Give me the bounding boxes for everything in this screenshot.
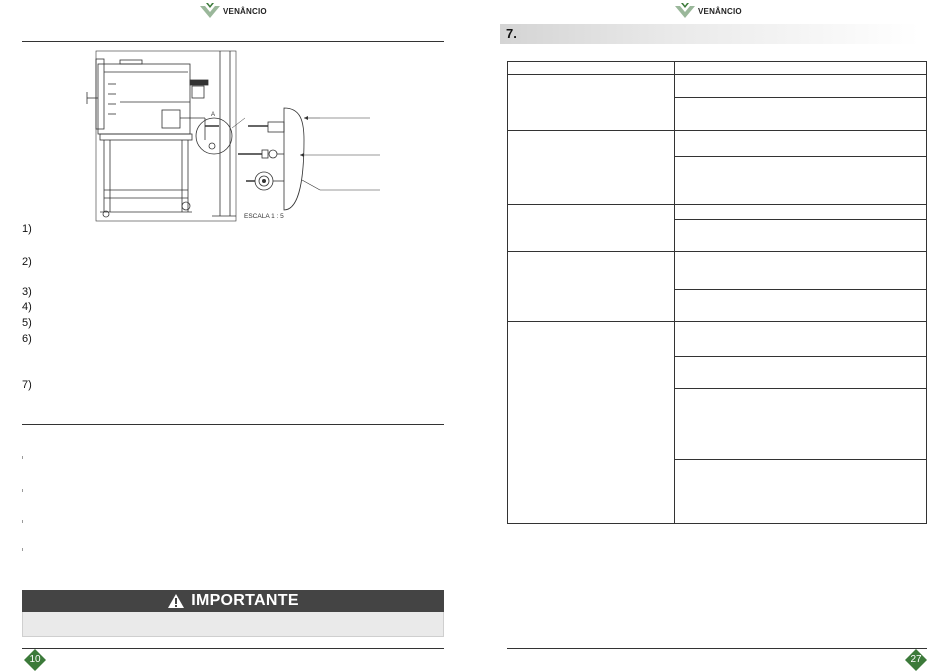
brand-name: VENÂNCIO [698,6,742,16]
table-row [508,75,927,98]
page-number-badge [905,649,927,671]
brand-name: VENÂNCIO [223,6,267,16]
footer-divider [22,648,444,649]
table-header-row [508,62,927,75]
solution-cell [675,460,927,524]
installation-drawing [0,0,475,232]
section-header-bar [500,24,919,44]
important-title: IMPORTANTE [191,592,299,609]
solution-cell [675,131,927,157]
table-row [508,252,927,290]
step-1-number: 1) [22,223,32,235]
solution-cell [675,357,927,389]
bullet-mark [22,520,23,523]
important-body [22,612,444,637]
solution-cell [675,98,927,131]
problem-cell [508,205,675,252]
warning-triangle-icon [167,593,185,609]
table-header-cell [675,62,927,75]
table-row [508,322,927,357]
section-divider [22,424,444,425]
page-number: 10 [29,654,41,665]
solution-cell [675,389,927,460]
problem-cell [508,322,675,524]
step-3-number: 3) [22,286,32,298]
brand-logo [675,3,742,19]
table-row [508,131,927,157]
table-row [508,205,927,220]
detail-marker: A [211,112,216,118]
solution-cell [675,290,927,322]
solution-cell [675,157,927,205]
section-number: 7. [506,26,517,41]
table-header-cell [508,62,675,75]
step-2-number: 2) [22,256,32,268]
bullet-mark [22,548,23,551]
solution-cell [675,75,927,98]
solution-cell [675,205,927,220]
footer-divider [507,648,927,649]
step-4-number: 4) [22,301,32,313]
bullet-mark [22,489,23,492]
venancio-chevron-logo-icon [675,3,695,19]
important-header [22,590,444,612]
problem-cell [508,252,675,322]
problem-cell [508,131,675,205]
page-number-badge [24,649,46,671]
step-5-number: 5) [22,317,32,329]
right-page [475,0,950,672]
page-number: 27 [910,654,922,665]
solution-cell [675,322,927,357]
troubleshooting-table [507,61,927,524]
solution-cell [675,252,927,290]
step-6-number: 6) [22,333,32,345]
bullet-mark [22,456,23,459]
solution-cell [675,220,927,252]
drawing-scale-label: ESCALA 1 : 5 [244,213,284,220]
step-7-number: 7) [22,379,32,391]
problem-cell [508,75,675,131]
